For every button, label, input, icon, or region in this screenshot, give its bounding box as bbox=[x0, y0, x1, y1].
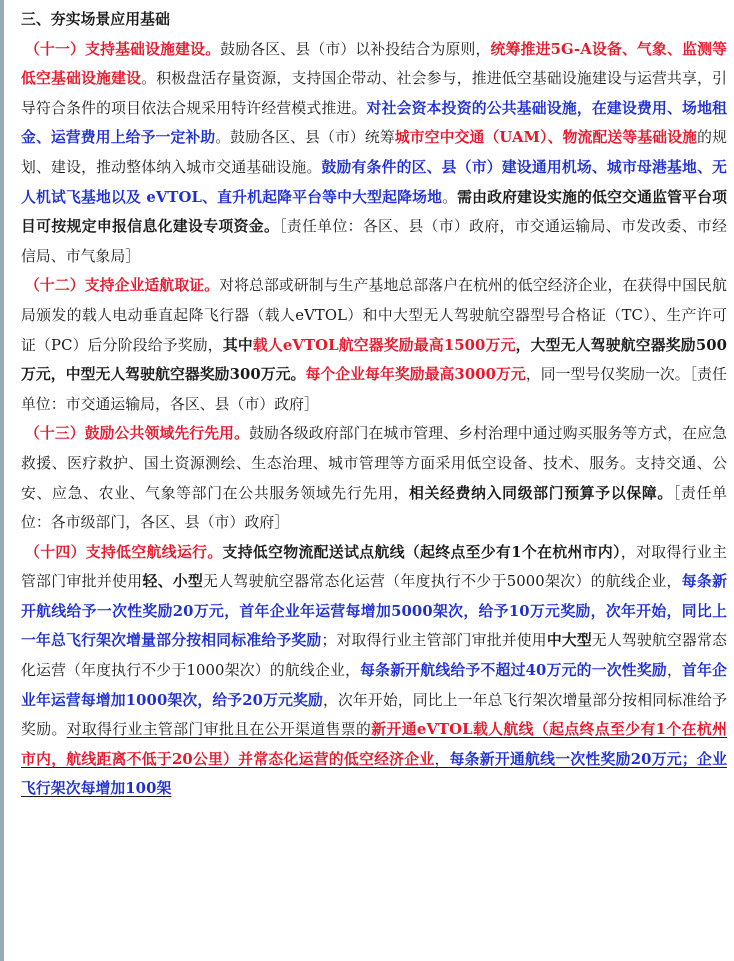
text-segment: 城市空中交通（UAM）、物流配送等基础设施 bbox=[394, 129, 698, 147]
text-segment: 每条新开航线给予一次性奖励20万元，首年企业年运营每增加5000架次，给予10万元奖励，次年开始，同比上一年总飞行架次增量部分按相同标准给予奖励 bbox=[21, 573, 727, 650]
text-segment: （十二）支持企业适航取证。 bbox=[25, 277, 220, 295]
text-segment: 对取得行业主管部门审批且在公开渠道售票的 bbox=[66, 721, 372, 739]
text-segment: 鼓励各级政府部门在城市管理、乡村治理中通过购买服务等方式，在应急救援、医疗救护、国土资源测绘、生态治理、城市管理等方面采用低空设备、技术、服务。支持交通、公安、应急、农业、气象等部门在公共服务领域先行先用， bbox=[21, 425, 727, 502]
document-content bbox=[21, 5, 727, 804]
text-segment: ［责任单位：各区、县（市）政府，市交通运输局、市发改委、市经信局、市气象局］ bbox=[21, 218, 727, 265]
text-segment: 支持低空物流配送试点航线（起终点至少有1个在杭州市内） bbox=[222, 543, 621, 561]
text-segment: 首年企业年运营每增加1000架次，给予20万元奖励 bbox=[21, 662, 727, 709]
policy-paragraphs bbox=[21, 35, 727, 804]
text-segment: 轻、小型 bbox=[142, 573, 204, 591]
text-segment: 鼓励有条件的区、县（市）建设通用机场、城市母港基地、无人机试飞基地以及 eVTOL、直升机起降平台等中大型起降场地 bbox=[21, 158, 727, 206]
text-segment: 每个企业每年奖励最高3000万元 bbox=[305, 366, 526, 384]
text-segment: ， bbox=[434, 750, 450, 768]
text-segment: 每条新开航线给予不超过40万元的一次性奖励 bbox=[360, 662, 667, 680]
left-margin-bar bbox=[0, 0, 4, 961]
text-segment: 的规划、建设，推动整体纳入城市交通基础设施。 bbox=[21, 129, 727, 176]
text-segment: ，次年开始，同比上一年总飞行架次增量部分按相同标准给予奖励。 bbox=[21, 691, 728, 739]
text-segment: 。积极盘活存量资源，支持国企带动、社会参与，推进低空基础设施建设与运营共享，引导符合条件的项目依法合规采用特许经营模式推进。 bbox=[21, 70, 727, 117]
text-segment: 无人驾驶航空器常态化运营（年度执行不少于5000架次）的航线企业， bbox=[203, 573, 682, 591]
text-segment: 对社会资本投资的公共基础设施，在建设费用、场地租金、运营费用上给予一定补助 bbox=[21, 99, 727, 147]
text-segment: 载人eVTOL航空器奖励最高1500万元 bbox=[252, 336, 516, 354]
text-segment: ， bbox=[666, 662, 682, 680]
text-segment: 每条新开通航线一次性奖励20万元；企业飞行架次每增加100架 bbox=[21, 750, 727, 798]
text-segment: ；对取得行业主管部门审批并使用 bbox=[321, 632, 547, 650]
paragraph-air-routes bbox=[21, 538, 727, 804]
text-segment: 对将总部或研制与生产基地总部落户在杭州的低空经济企业，在获得中国民航局颁发的载人电动垂直起降飞行器（载人eVTOL）和中大型无人驾驶航空器型号合格证（TC）、生产许可证（PC）后分阶段给予奖励， bbox=[21, 277, 727, 354]
paragraph-public-sector bbox=[21, 419, 727, 537]
text-segment: 鼓励各区、县（市）以补投结合为原则， bbox=[220, 40, 491, 58]
text-segment: 无人驾驶航空器常态化运营（年度执行不少于1000架次）的航线企业， bbox=[21, 632, 727, 680]
text-segment: ，大型无人驾驶航空器奖励500万元，中型无人驾驶航空器奖励300万元。 bbox=[21, 336, 728, 384]
text-segment: （十一）支持基础设施建设。 bbox=[25, 40, 221, 58]
text-segment: ，对取得行业主管部门审批并使用 bbox=[21, 543, 727, 591]
text-segment: 需由政府建设实施的低空交通监管平台项目可按规定申报信息化建设专项资金。 bbox=[21, 188, 727, 236]
text-segment: 。 bbox=[442, 188, 458, 206]
paragraph-infrastructure bbox=[21, 35, 727, 272]
text-segment: （十四）支持低空航线运行。 bbox=[25, 543, 223, 561]
text-segment: 相关经费纳入同级部门预算予以保障。 bbox=[409, 484, 673, 502]
text-segment: 新开通eVTOL载人航线（起点终点至少有1个在杭州市内，航线距离不低于20公里）并常态化运营的低空经济企业 bbox=[21, 721, 727, 768]
text-segment: ［责任单位：各市级部门，各区、县（市）政府］ bbox=[21, 484, 727, 532]
text-segment: （十三）鼓励公共领域先行先用。 bbox=[25, 425, 250, 443]
paragraph-airworthiness bbox=[21, 271, 727, 419]
text-segment: 统筹推进5G-A设备、气象、监测等低空基础设施建设 bbox=[21, 40, 727, 88]
section-heading: 三、夯实场景应用基础 bbox=[21, 11, 170, 28]
text-segment: 。鼓励各区、县（市）统筹 bbox=[215, 129, 395, 147]
text-segment: 其中 bbox=[222, 336, 253, 354]
text-segment: ，同一型号仅奖励一次。［责任单位：市交通运输局，各区、县（市）政府］ bbox=[21, 366, 727, 413]
text-segment: 中大型 bbox=[546, 632, 592, 650]
